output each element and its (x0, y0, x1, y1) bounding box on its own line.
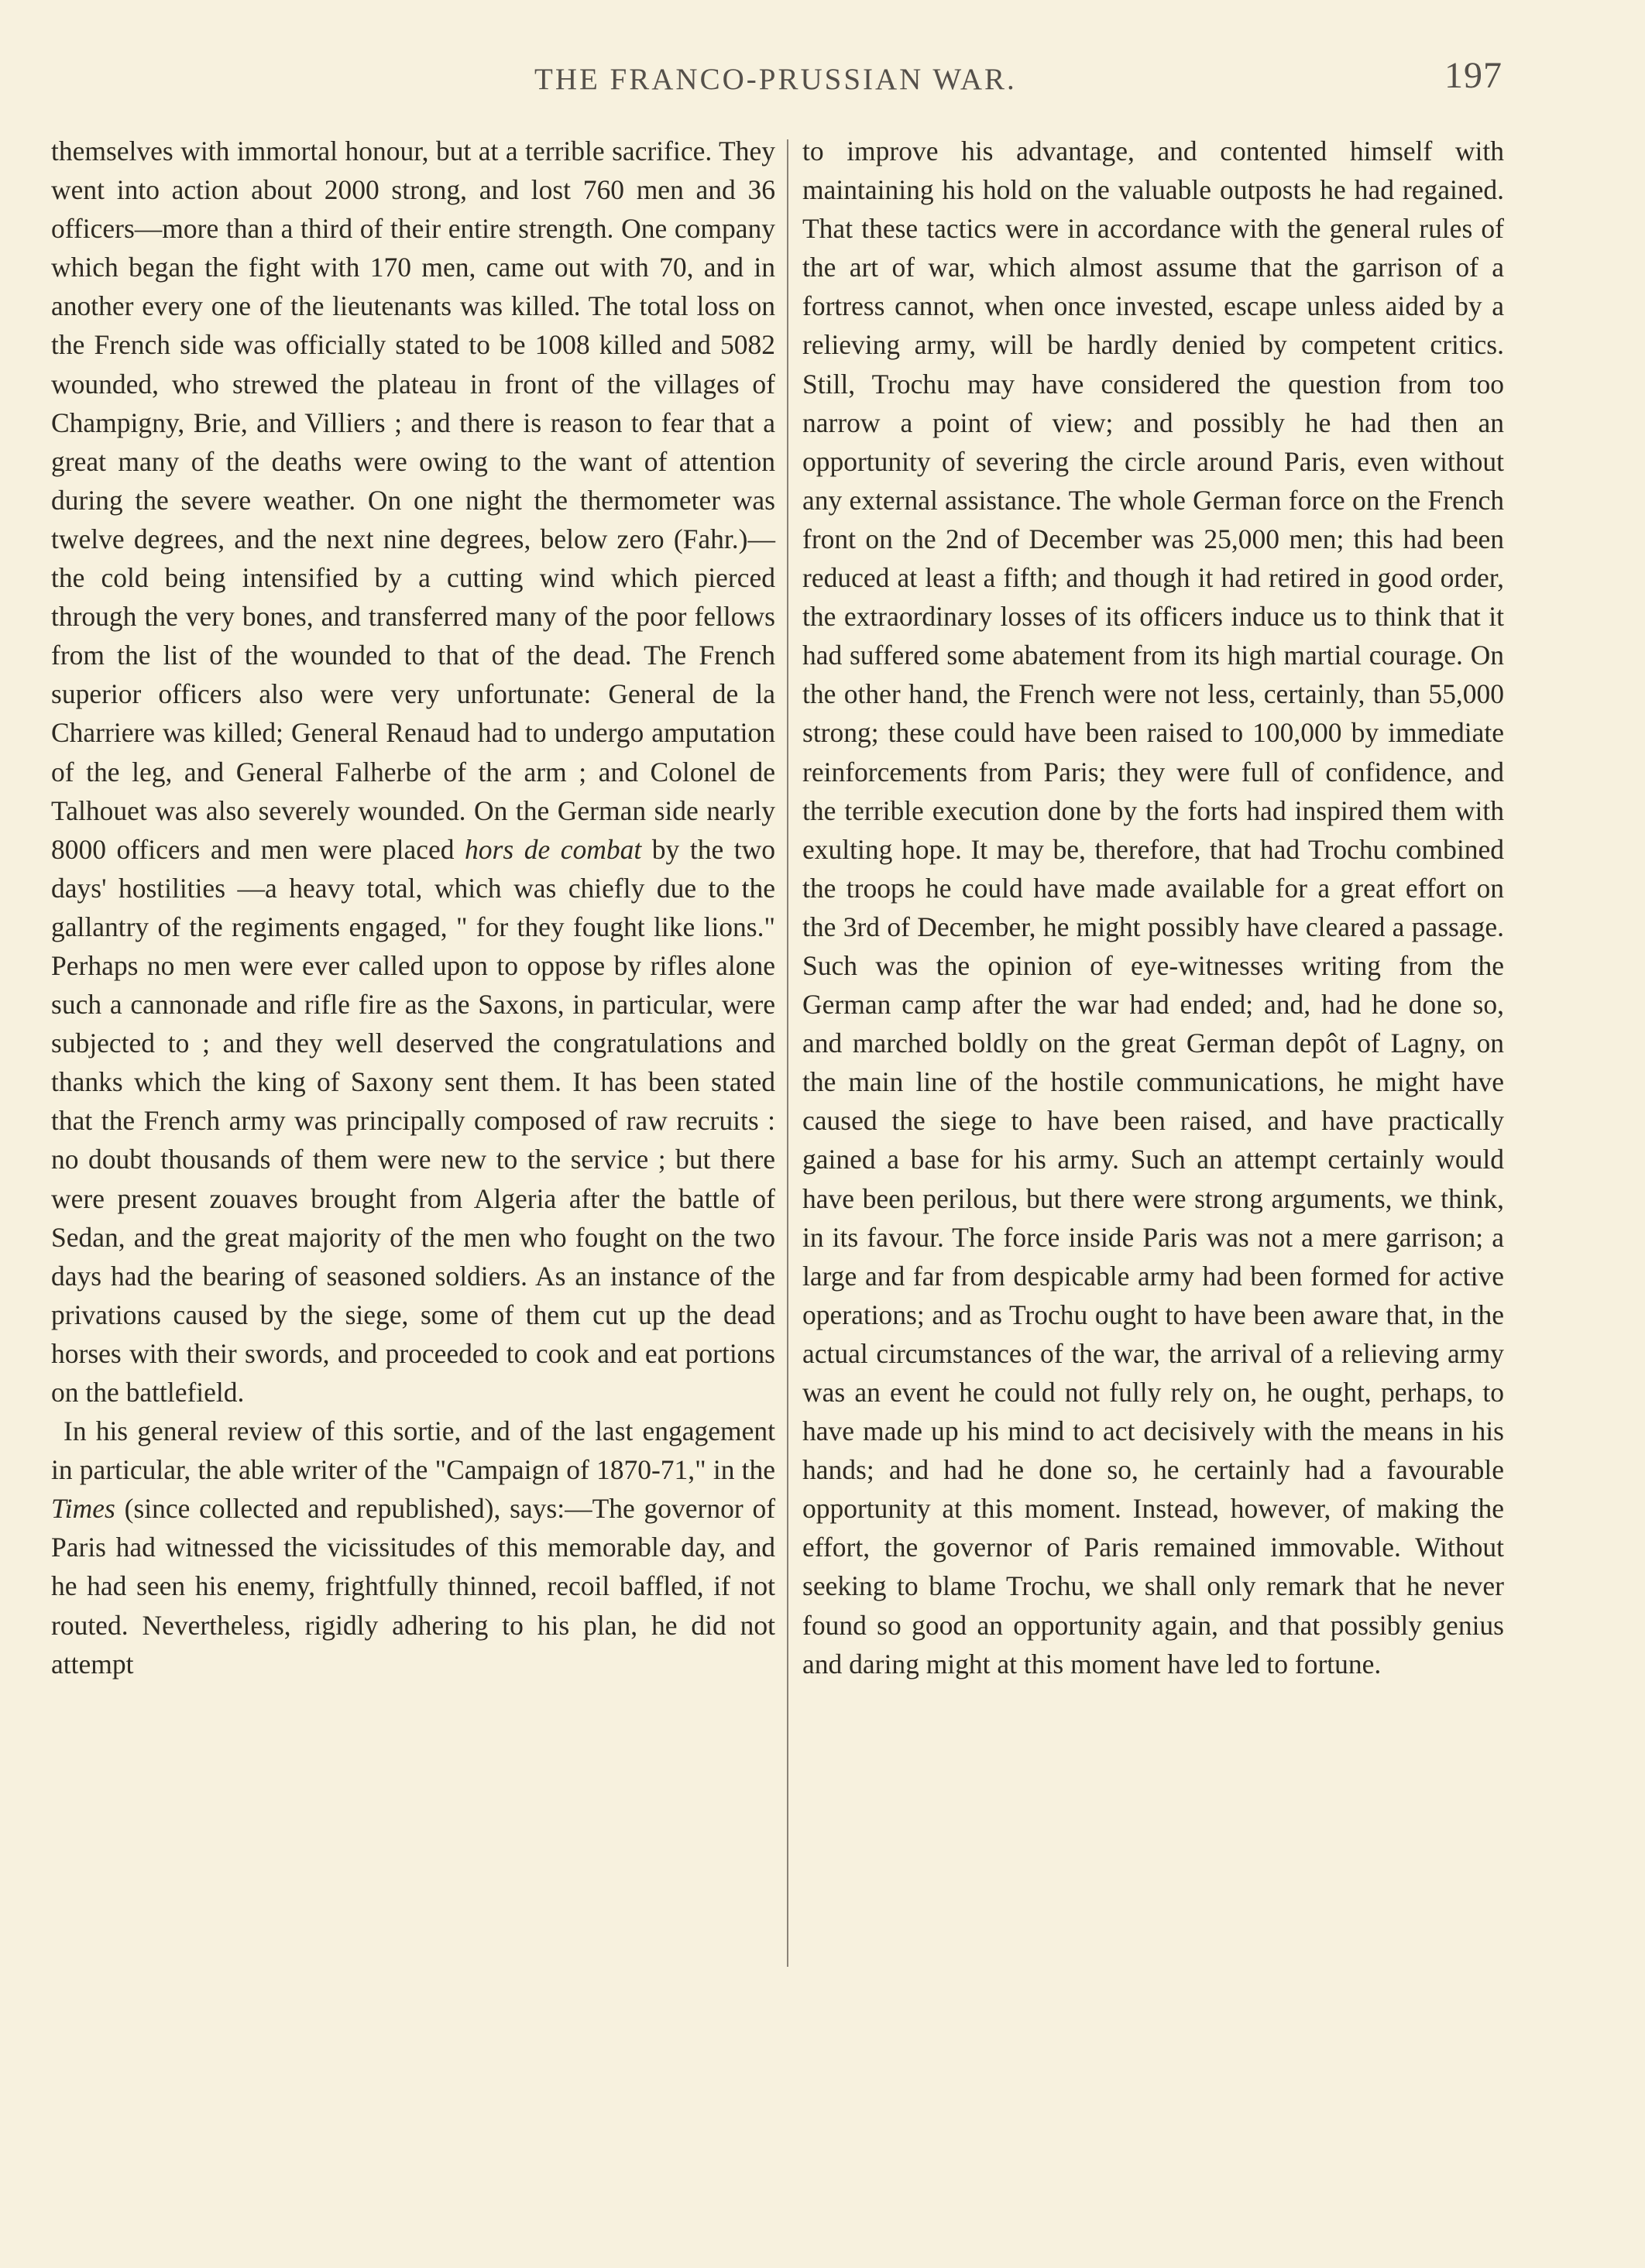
page-number: 197 (1444, 55, 1502, 96)
italic-phrase: Times (51, 1493, 115, 1525)
left-column (51, 132, 775, 1683)
paragraph-text: (since collected and republished), says:—The governor of Paris had witnessed the vicissitudes of this memorable day, and he had seen his enemy, frightfully thinned, recoil baffled, if not routed. Nevertheless, rigidly adhering to his plan, he did not attempt (51, 1493, 776, 1680)
paragraph (51, 1412, 775, 1683)
running-title: THE FRANCO-PRUSSIAN WAR. (534, 63, 1017, 96)
paragraph-text: In his general review of this sortie, and of the last engagement in particular, the able writer of the "Campaign of 1870-71," in the (51, 1415, 775, 1486)
paragraph (802, 132, 1504, 1683)
running-header (534, 54, 1502, 101)
italic-phrase: hors de combat (465, 833, 642, 865)
column-divider (787, 139, 788, 1967)
paragraph-text: by the two days' hostilities —a heavy total, which was chiefly due to the gallantry of the regiments engaged, " for they fought like lions." Perhaps no men were ever called upon to oppose by rifles alone such a cannonade and rifle fire as the Saxons, in particular, were subjected to ; and they well deserved the congratulations and thanks which the king of Saxony sent them. It has been stated that the French army was principally composed of raw recruits : no doubt thousands of them were new to the service ; but there were present zouaves brought from Algeria after the battle of Sedan, and the great majority of the men who fought on the two days had the bearing of seasoned soldiers. As an instance of the privations caused by the siege, some of them cut up the dead horses with their swords, and proceeded to cook and eat portions on the battlefield. (51, 833, 776, 1408)
paragraph-text: to improve his advantage, and contented himself with maintaining his hold on the valuable outposts he had regained. That these tactics were in accordance with the general rules of the art of war, which almost assume that the garrison of a fortress cannot, when once invested, escape unless aided by a relieving army, will be hardly denied by competent critics. Still, Trochu may have considered the question from too narrow a point of view; and possibly he had then an opportunity of severing the circle around Paris, even without any external assistance. The whole German force on the French front on the 2nd of December was 25,000 men; this had been reduced at least a fifth; and though it had retired in good order, the extraordinary losses of its officers induce us to think that it had suffered some abatement from its high martial courage. On the other hand, the French were not less, certainly, than 55,000 strong; these could have been raised to 100,000 by immediate reinforcements from Paris; they were full of confidence, and the terrible execution done by the forts had inspired them with exulting hope. It may be, therefore, that had Trochu combined the troops he could have made available for a great effort on the 3rd of December, he might possibly have cleared a passage. Such was the opinion of eye-witnesses writing from the German camp after the war had ended; and, had he done so, and marched boldly on the great German depôt of Lagny, on the main line of the hostile communications, he might have caused the siege to have been raised, and have practically gained a base for his army. Such an attempt certainly would have been perilous, but there were strong arguments, we think, in its favour. The force inside Paris was not a mere garrison; a large and far from despicable army had been formed for active operations; and as Trochu ought to have been aware that, in the actual circumstances of the war, the arrival of a relieving army was an event he could not fully rely on, he ought, perhaps, to have made up his mind to act decisively with the means in his hands; and had he done so, he certainly had a favourable opportunity at this moment. Instead, however, of making the effort, the governor of Paris remained immovable. Without seeking to blame Trochu, we shall only remark that he never found so good an opportunity again, and that possibly genius and daring might at this moment have led to fortune. (802, 136, 1504, 1680)
paragraph-text: themselves with immortal honour, but at a terrible sacrifice. They went into action about 2000 strong, and lost 760 men and 36 officers—more than a third of their entire strength. One company which began the fight with 170 men, came out with 70, and in another every one of the lieutenants was killed. The total loss on the French side was officially stated to be 1008 killed and 5082 wounded, who strewed the plateau in front of the villages of Champigny, Brie, and Villiers ; and there is reason to fear that a great many of the deaths were owing to the want of attention during the severe weather. On one night the thermometer was twelve degrees, and the next nine degrees, below zero (Fahr.)—the cold being intensified by a cutting wind which pierced through the very bones, and transferred many of the poor fellows from the list of the wounded to that of the dead. The French superior officers also were very unfortunate: General de la Charriere was killed; General Renaud had to undergo amputation of the leg, and General Falherbe of the arm ; and Colonel de Talhouet was also severely wounded. On the German side nearly 8000 officers and men were placed (51, 136, 775, 865)
right-column (802, 132, 1504, 1683)
paragraph (51, 132, 775, 1412)
